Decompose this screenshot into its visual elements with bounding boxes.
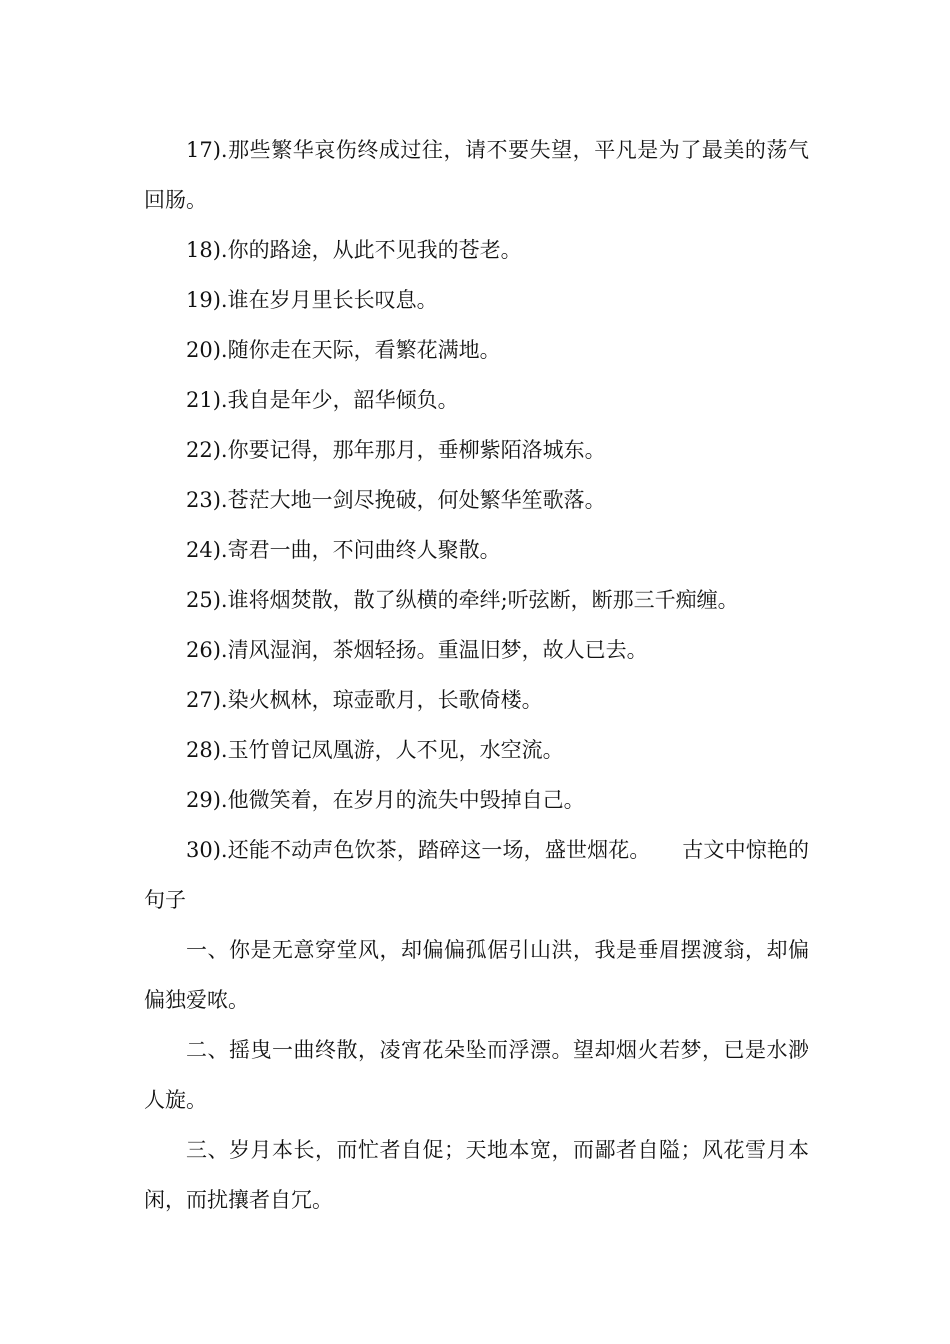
paragraph-two: 二、摇曳一曲终散，凌宵花朵坠而浮漂。望却烟火若梦，已是水渺人旋。 (144, 1038, 809, 1112)
paragraph-one: 一、你是无意穿堂风，却偏偏孤倨引山洪，我是垂眉摆渡翁，却偏偏独爱哝。 (144, 938, 809, 1012)
document-body (144, 125, 809, 1225)
paragraph-17: 17).那些繁华哀伤终成过往，请不要失望，平凡是为了最美的荡气回肠。 (144, 138, 809, 212)
paragraph-30: 30).还能不动声色饮茶，踏碎这一场，盛世烟花。 古文中惊艳的句子 (144, 838, 809, 912)
paragraph-27: 27).染火枫林，琼壶歌月，长歌倚楼。 (186, 688, 543, 712)
paragraph-22: 22).你要记得，那年那月，垂柳紫陌洛城东。 (186, 438, 606, 462)
paragraph-21: 21).我自是年少，韶华倾负。 (186, 388, 459, 412)
paragraph-29: 29).他微笑着，在岁月的流失中毁掉自己。 (186, 788, 585, 812)
paragraph-18: 18).你的路途，从此不见我的苍老。 (186, 238, 522, 262)
paragraph-24: 24).寄君一曲，不问曲终人聚散。 (186, 538, 501, 562)
paragraph-26: 26).清风湿润，茶烟轻扬。重温旧梦，故人已去。 (186, 638, 648, 662)
paragraph-three: 三、岁月本长，而忙者自促；天地本宽，而鄙者自隘；风花雪月本闲，而扰攘者自冗。 (144, 1138, 809, 1212)
paragraph-28: 28).玉竹曾记凤凰游，人不见，水空流。 (186, 738, 564, 762)
paragraph-20: 20).随你走在天际，看繁花满地。 (186, 338, 501, 362)
paragraph-23: 23).苍茫大地一剑尽挽破，何处繁华笙歌落。 (186, 488, 606, 512)
paragraph-25: 25).谁将烟焚散，散了纵横的牵绊;听弦断，断那三千痴缠。 (186, 588, 739, 612)
paragraph-19: 19).谁在岁月里长长叹息。 (186, 288, 438, 312)
